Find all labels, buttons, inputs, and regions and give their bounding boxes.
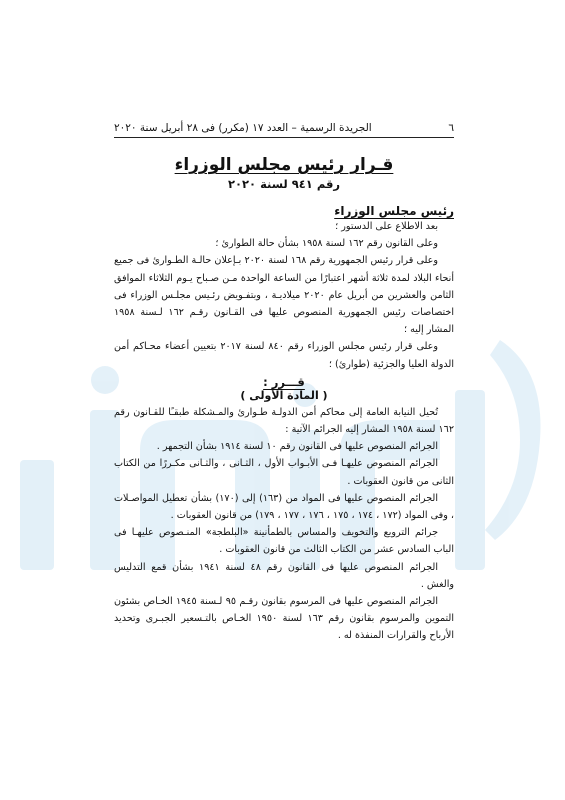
- gazette-page: [114, 122, 454, 645]
- decree-number: رقم ٩٤١ لسنة ٢٠٢٠: [227, 177, 341, 191]
- crime-item: الجرائم المنصوص عليها فى القانون رقم ١٠ لسنة ١٩١٤ بشأن التجمهر .: [156, 441, 438, 453]
- crime-item: الجرائم المنصوص عليها فى القانون رقم ٤٨ لسنة ١٩٤١ بشأن قمع التدليس والغش .: [114, 561, 454, 590]
- crime-item: الجرائم المنصوص عليهـا فـى الأبـواب الأول ، الثـانى ، والثـانى مكـررًا من الكتاب الثانى من قانون العقوبات .: [114, 458, 454, 487]
- gazette-header-title: الجريدة الرسمية – العدد ١٧ (مكرر) فى ٢٨ أبريل سنة ٢٠٢٠: [114, 122, 372, 134]
- decree-title: قـرار رئيس مجلس الوزراء: [174, 155, 394, 175]
- page-number: ٦: [448, 122, 454, 134]
- crime-item: الجرائم المنصوص عليها فى المواد من (١٦٣) إلى (١٧٠) بشأن تعطيل المواصـلات ، وفى المواد (١٧٢ ، ١٧٤ ، ١٧٥ ، ١٧٦ ، ١٧٧ ، ١٧٩) من قانون العقوبات .: [114, 492, 454, 522]
- preamble-paragraph: وعلى القانون رقم ١٦٢ لسنة ١٩٥٨ بشأن حالة الطوارئ ؛: [215, 238, 438, 250]
- preamble-paragraph: وعلى قرار رئيس الجمهورية رقم ١٦٨ لسنة ٢٠٢٠ بـإعلان حالـة الطـوارئ فى جميع أنحاء البلاد لمدة ثلاثة أشهر اعتبارًا من الساعة الواحدة مـن صـباح يـوم الثلاثاء الموافق الثامن والعشرين من أبريل عام ٢٠٢٠ ميلاديـة ، وبتفـويض رئـيس مجلـس الوزراء فى اختصاصات رئيس الجمهورية المنصوص عليها فى القـانون رقـم ١٦٢ لـسنة ١٩٥٨ المشار إليه ؛: [114, 255, 455, 336]
- preamble-paragraph: بعد الاطلاع على الدستور ؛: [335, 221, 438, 232]
- decided-heading: قـــرر :: [263, 374, 305, 389]
- preamble-paragraph: وعلى قرار رئيس مجلس الوزراء رقم ٨٤٠ لسنة ٢٠١٧ بتعيين أعضاء محـاكم أمن الدولة العليا والجزئية (طوارئ) ؛: [114, 341, 454, 370]
- issuing-authority: رئيس مجلس الوزراء: [334, 204, 454, 218]
- crime-item: جرائم الترويع والتخويف والمساس بالطمأنينة «البلطجة» المنـصوص عليهـا فى الباب السادس عشر من الكتاب الثالث من قانون العقوبات .: [114, 527, 454, 556]
- article-heading: ( المادة الأولى ): [240, 388, 328, 402]
- crime-item: الجرائم المنصوص عليها فى المرسوم بقانون رقـم ٩٥ لـسنة ١٩٤٥ الخـاص بشئون التموين والمرسوم بقانون رقم ١٦٣ لسنة ١٩٥٠ الخـاص بالتـسعير الجبـرى وتحديد الأرباح والقرارات المنفذة له .: [114, 596, 454, 642]
- article-intro: تُحيل النيابة العامة إلى محاكم أمن الدولـة طـوارئ والمـشكلة طبقـًا للقـانون رقم ١٦٢ لسنة ١٩٥٨ المشار إليه الجرائم الآتية :: [114, 406, 454, 436]
- page-header: [114, 122, 454, 138]
